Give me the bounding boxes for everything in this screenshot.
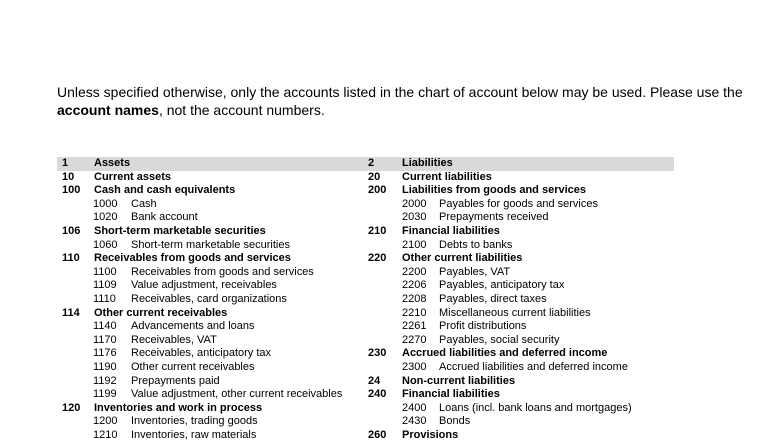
account-name: Other current receivables [131,360,255,373]
account-name: Assets [94,157,131,169]
account-name: Miscellaneous current liabilities [439,306,591,319]
account-row [57,388,367,402]
account-number: 1140 [93,320,117,333]
account-number: 1210 [93,428,118,441]
account-number: 1176 [93,347,117,360]
account-name: Provisions [402,428,459,441]
account-name: Receivables, anticipatory tax [131,347,272,360]
account-row [57,375,367,389]
account-number: 2206 [402,279,427,292]
account-number: 2200 [402,265,427,278]
account-number: 1 [62,157,69,169]
account-number: 1110 [93,292,116,305]
account-row [57,266,367,280]
account-number: 1190 [93,360,117,373]
account-name: Value adjustment, other current receivables [131,388,343,401]
account-name: Non-current liabilities [402,374,516,387]
account-row [368,415,674,429]
account-group-row [57,171,367,185]
account-group-row [368,171,674,185]
account-name: Liabilities [402,157,453,169]
account-name: Prepayments paid [131,374,220,387]
account-row [368,293,674,307]
account-number: 230 [368,347,387,360]
account-number: 1200 [93,415,118,428]
liabilities-column [368,157,674,442]
account-number: 2030 [402,211,427,224]
account-group-row [57,157,367,171]
account-number: 240 [368,388,387,401]
account-number: 106 [62,224,81,237]
account-row [57,198,367,212]
account-name: Cash and cash equivalents [94,184,236,197]
account-number: 1020 [93,211,118,224]
account-row [57,293,367,307]
account-row [368,211,674,225]
account-name: Financial liabilities [402,224,500,237]
account-number: 120 [62,401,81,414]
account-row [57,361,367,375]
instructions-text-end: , not the account numbers. [158,102,325,118]
account-name: Prepayments received [439,211,549,224]
account-number: 200 [368,184,387,197]
account-row [57,239,367,253]
instructions-text-start: Unless specified otherwise, only the accounts listed in the chart of account below may be used. Please use the [57,84,743,100]
account-row [368,402,674,416]
account-name: Current liabilities [402,170,492,183]
account-group-row [57,307,367,321]
account-number: 2400 [402,401,427,414]
account-name: Payables for goods and services [439,197,598,210]
account-group-row [368,252,674,266]
account-number: 2430 [402,415,427,428]
instructions-bold-term: account names [57,102,159,118]
account-name: Other current receivables [94,306,228,319]
account-number: 2000 [402,197,427,210]
account-number: 114 [62,306,80,319]
account-group-row [368,375,674,389]
account-name: Financial liabilities [402,388,500,401]
account-name: Receivables, VAT [131,333,217,346]
account-row [57,415,367,429]
account-number: 220 [368,252,387,265]
account-name: Accrued liabilities and deferred income [439,360,628,373]
account-group-row [57,252,367,266]
account-number: 1000 [93,197,118,210]
account-name: Loans (incl. bank loans and mortgages) [439,401,632,414]
account-number: 1060 [93,238,118,251]
account-name: Accrued liabilities and deferred income [402,347,608,360]
account-name: Advancements and loans [131,320,255,333]
account-row [368,361,674,375]
account-row [57,334,367,348]
account-number: 1109 [93,279,117,292]
account-row [368,279,674,293]
instructions-paragraph [57,83,747,119]
account-name: Payables, VAT [439,265,511,278]
account-name: Current assets [94,170,172,183]
account-name: Short-term marketable securities [94,224,266,237]
account-number: 2 [368,157,375,169]
account-number: 2100 [402,238,427,251]
account-row [57,320,367,334]
account-name: Debts to banks [439,238,513,251]
account-group-row [57,225,367,239]
account-name: Bank account [131,211,198,224]
account-row [368,198,674,212]
account-row [57,347,367,361]
account-number: 1199 [93,388,117,401]
account-name: Value adjustment, receivables [131,279,277,292]
account-number: 24 [368,374,381,387]
account-number: 110 [62,252,80,265]
account-number: 260 [368,428,387,441]
account-name: Cash [131,197,157,210]
account-name: Receivables, card organizations [131,292,287,305]
assets-column [57,157,367,442]
account-name: Payables, social security [439,333,560,346]
account-group-row [57,184,367,198]
account-number: 2208 [402,292,427,305]
account-number: 10 [62,170,75,183]
account-name: Other current liabilities [402,252,523,265]
account-row [368,266,674,280]
account-name: Inventories, raw materials [131,428,257,441]
account-name: Profit distributions [439,320,527,333]
account-number: 1100 [93,265,117,278]
account-number: 2300 [402,360,427,373]
account-number: 2270 [402,333,427,346]
account-name: Payables, direct taxes [439,292,547,305]
account-group-row [368,225,674,239]
account-number: 1170 [93,333,117,346]
account-name: Bonds [439,415,471,428]
account-row [368,320,674,334]
account-group-row [368,347,674,361]
account-row [57,279,367,293]
account-name: Payables, anticipatory tax [439,279,565,292]
account-group-row [368,184,674,198]
account-group-row [368,157,674,171]
account-row [368,307,674,321]
account-row [368,334,674,348]
account-name: Receivables from goods and services [131,265,314,278]
account-group-row [368,429,674,442]
account-row [368,239,674,253]
account-group-row [368,388,674,402]
account-number: 2261 [402,320,427,333]
account-row [57,429,367,442]
account-name: Inventories and work in process [94,401,263,414]
account-name: Short-term marketable securities [131,238,290,251]
account-row [57,211,367,225]
account-number: 1192 [93,374,117,387]
account-number: 2210 [402,306,427,319]
account-number: 210 [368,224,387,237]
account-name: Liabilities from goods and services [402,184,586,197]
account-group-row [57,402,367,416]
account-number: 20 [368,170,381,183]
account-name: Receivables from goods and services [94,252,291,265]
account-name: Inventories, trading goods [131,415,258,428]
account-number: 100 [62,184,81,197]
